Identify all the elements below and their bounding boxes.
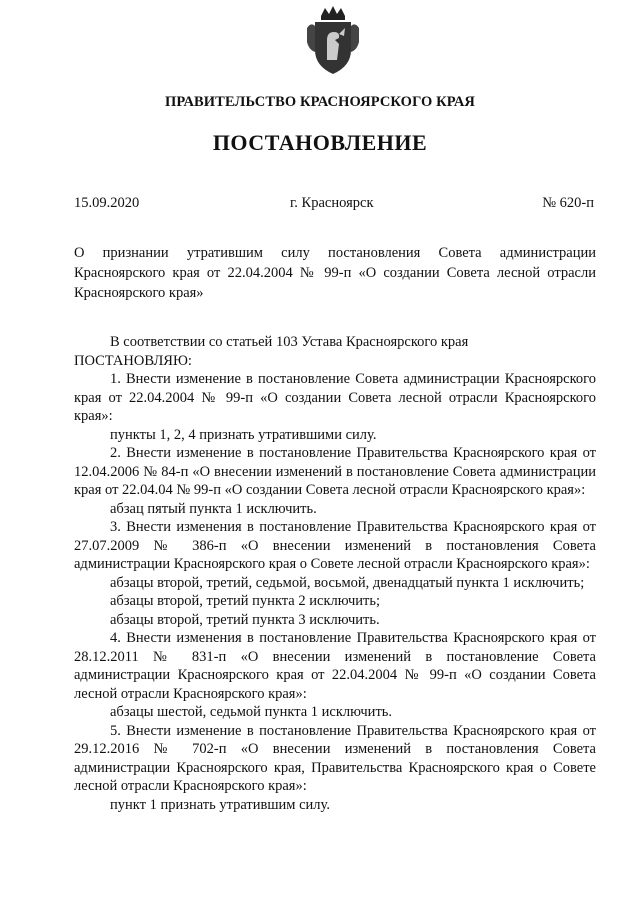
paragraph-4-text: абзацы шестой, седьмой пункта 1 исключить.	[110, 704, 393, 720]
paragraph-5: 5. Внести изменение в постановление Правительства Красноярского края от 29.12.2016 № 702-п «О внесении изменений в постановления Совета администрации Красноярского края, Правительства Красноярского края о Совете лесной отрасли Красноярского края»:	[74, 722, 596, 794]
paragraph-1-text: пункты 1, 2, 4 признать утратившими силу.	[110, 426, 377, 443]
paragraph-3-text-a: абзацы второй, третий, седьмой, восьмой, двенадцатый пункта 1 исключить;	[110, 574, 585, 591]
paragraph-2: 2. Внести изменение в постановление Правительства Красноярского края от 12.04.2006 № 84-п «О внесении изменений в постановление Совета администрации края от 22.04.04 № 99-п «О создании Совета лесной отрасли Красноярского края»:	[74, 445, 596, 498]
document-type: ПОСТАНОВЛЕНИЕ	[212, 130, 428, 155]
coat-of-arms-icon	[303, 4, 363, 76]
document-date: 15.09.2020	[74, 195, 140, 211]
paragraph-5-text: пункт 1 признать утратившим силу.	[110, 796, 330, 813]
preamble: В соответствии со статьей 103 Устава Красноярского края	[110, 334, 469, 350]
document-number: № 620-п	[542, 195, 594, 211]
document-city: г. Красноярск	[290, 195, 374, 211]
document-meta	[74, 195, 594, 215]
paragraph-4: 4. Внести изменения в постановление Правительства Красноярского края от 28.12.2011 № 831-п «О внесении изменений в постановление Совета администрации Красноярского края от 22.04.2004 № 99-п «О создании Совета лесной отрасли Красноярского края»:	[74, 630, 596, 702]
paragraph-3: 3. Внести изменения в постановление Правительства Красноярского края от 27.07.2009 № 386-п «О внесении изменений в постановления Совета администрации Красноярского края о Совете лесной отрасли Красноярского края»:	[74, 519, 596, 572]
paragraph-1: 1. Внести изменение в постановление Совета администрации Красноярского края от 22.04.2004 № 99-п «О создании Совета лесной отрасли Красноярского края»:	[74, 371, 596, 424]
document-body	[74, 333, 596, 814]
decree-word: ПОСТАНОВЛЯЮ:	[74, 352, 192, 369]
paragraph-3-text-b: абзацы второй, третий пункта 2 исключить;	[110, 593, 381, 609]
document-title: О признании утратившим силу постановления Совета администрации Красноярского края от 22.04.2004 № 99-п «О создании Совета лесной отрасли Красноярского края»	[74, 245, 596, 301]
paragraph-2-text: абзац пятый пункта 1 исключить.	[110, 500, 317, 517]
paragraph-3-text-c: абзацы второй, третий пункта 3 исключить.	[110, 611, 380, 628]
government-name: ПРАВИТЕЛЬСТВО КРАСНОЯРСКОГО КРАЯ	[164, 94, 475, 110]
